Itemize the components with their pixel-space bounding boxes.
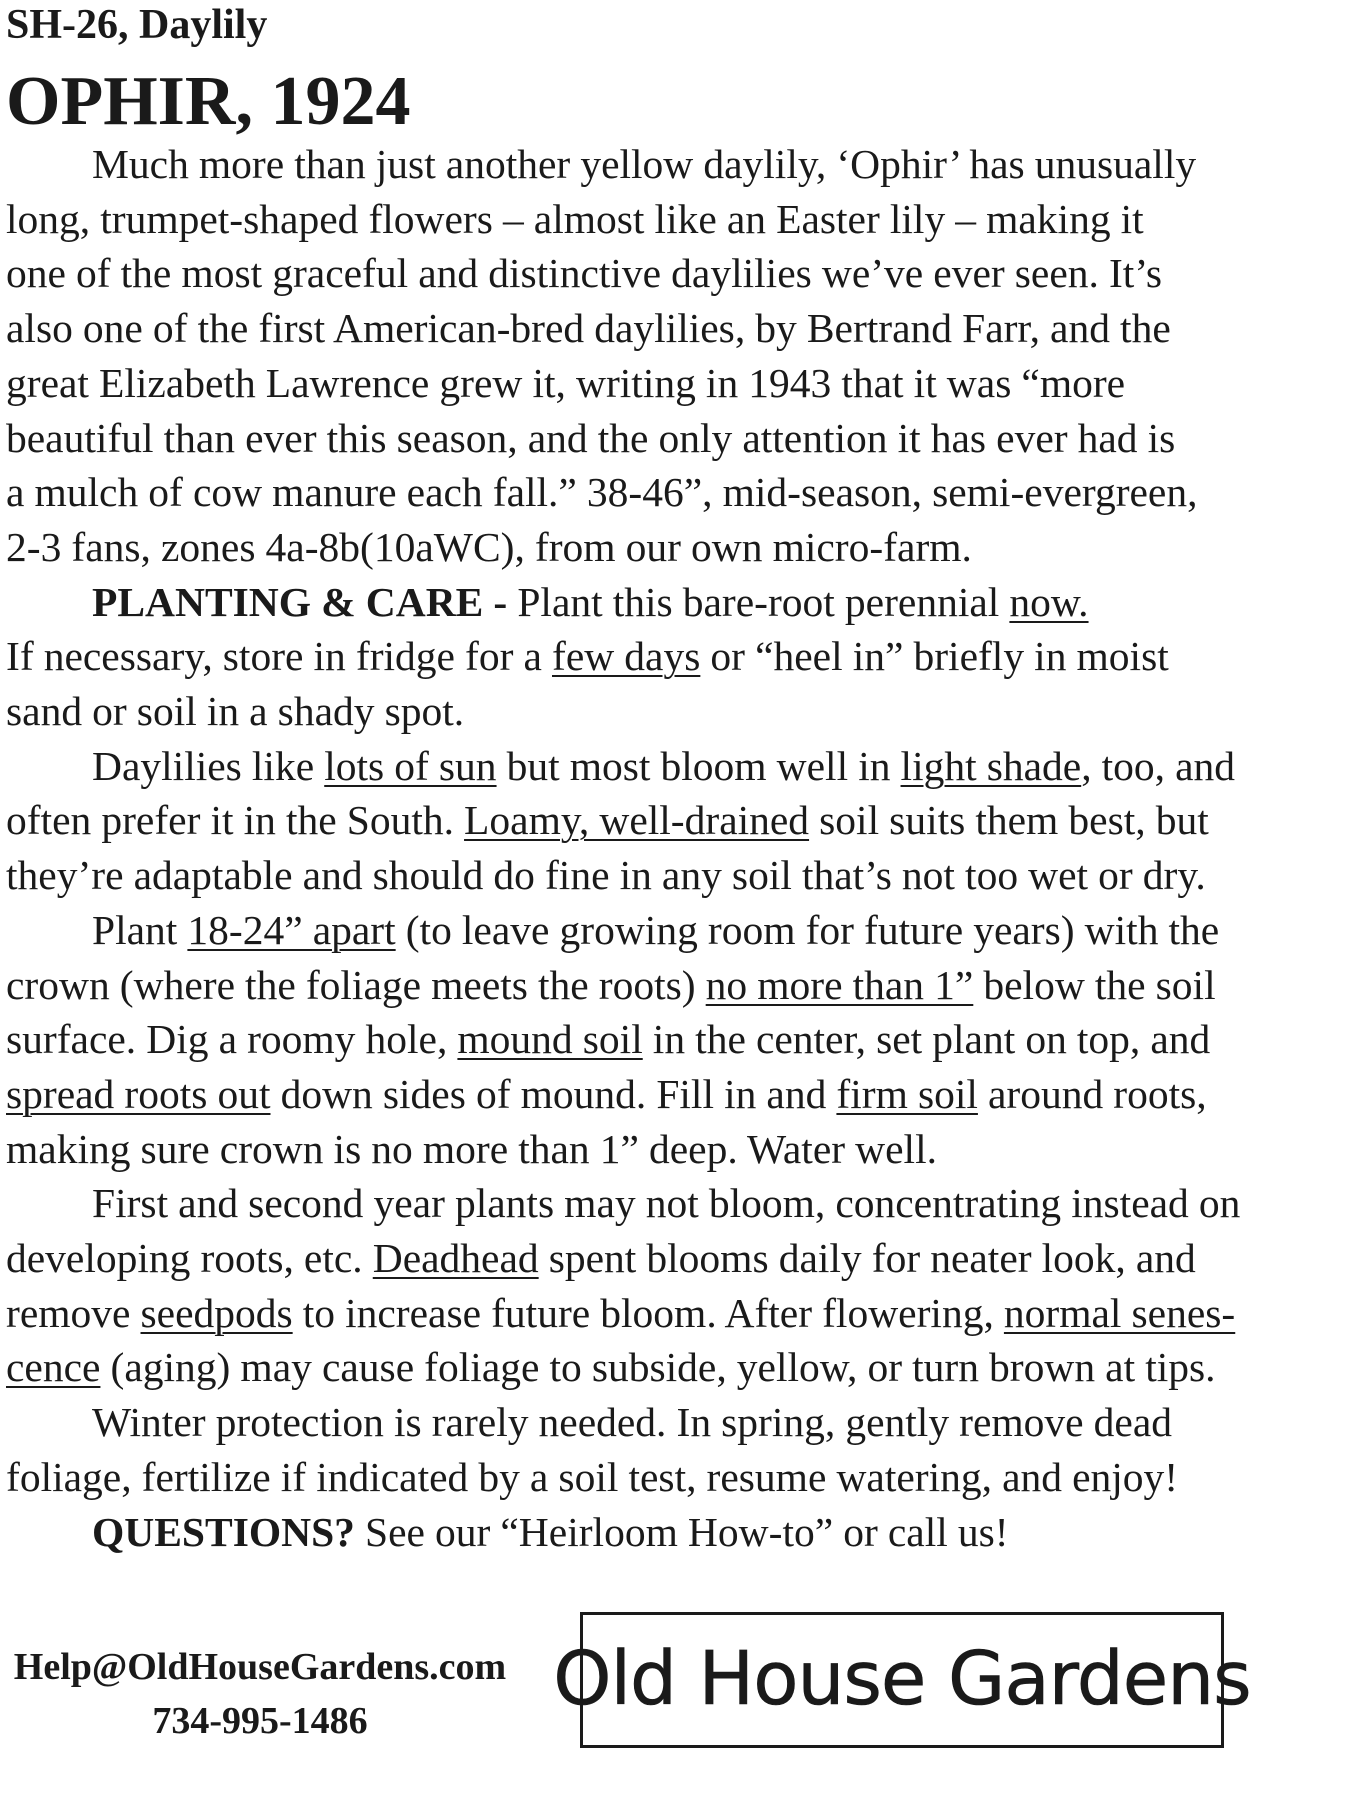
emphasis: 18-24” apart bbox=[187, 906, 396, 953]
text-line: sand or soil in a shady spot. bbox=[6, 688, 465, 735]
email-link[interactable]: Help@OldHouseGardens.com bbox=[13, 1646, 507, 1688]
emphasis: no more than 1” bbox=[705, 961, 974, 1008]
emphasis: spread roots out bbox=[6, 1070, 271, 1117]
text-line: beautiful than ever this season, and the only attention it has ever had is bbox=[6, 414, 1176, 461]
text-line: one of the most graceful and distinctive daylilies we’ve ever seen. It’s bbox=[6, 250, 1163, 297]
text-line: a mulch of cow manure each fall.” 38-46”, mid-season, semi-evergreen, bbox=[6, 469, 1198, 516]
text-line: surface. Dig a roomy hole, mound soil in the center, set plant on top, and bbox=[6, 1016, 1211, 1063]
emphasis: firm soil bbox=[836, 1070, 978, 1117]
emphasis: Loamy, well-drained bbox=[464, 797, 810, 844]
text-line: they’re adaptable and should do fine in any soil that’s not too wet or dry. bbox=[6, 852, 1206, 899]
emphasis: now. bbox=[1009, 578, 1089, 625]
brand-logo bbox=[553, 1612, 1251, 1748]
emphasis: few days bbox=[552, 633, 701, 680]
text-line: QUESTIONS? See our “Heirloom How-to” or call us! bbox=[92, 1508, 1009, 1555]
brand-logo-text: Old House Gardens bbox=[553, 1636, 1251, 1722]
text-line: remove seedpods to increase future bloom. After flowering, normal senes- bbox=[6, 1289, 1236, 1336]
emphasis: light shade bbox=[900, 742, 1082, 789]
emphasis: seedpods bbox=[140, 1289, 293, 1336]
text-line: First and second year plants may not bloom, concentrating instead on bbox=[92, 1180, 1241, 1227]
product-code: SH-26, Daylily bbox=[6, 2, 268, 48]
brand-logo-mark bbox=[553, 1620, 1251, 1740]
text-line: Much more than just another yellow daylily, ‘Ophir’ has unusually bbox=[92, 141, 1197, 187]
emphasis: lots of sun bbox=[324, 742, 497, 789]
emphasis: normal senes- bbox=[1003, 1289, 1236, 1336]
text-line: If necessary, store in fridge for a few days or “heel in” briefly in moist bbox=[6, 633, 1169, 680]
text-line: Plant 18-24” apart (to leave growing room for future years) with the bbox=[92, 906, 1220, 953]
text-line: PLANTING & CARE - Plant this bare-root perennial now. bbox=[92, 578, 1089, 625]
text-line: great Elizabeth Lawrence grew it, writing in 1943 that it was “more bbox=[6, 359, 1126, 406]
phone-number: 734-995-1486 bbox=[152, 1700, 368, 1742]
text-line: foliage, fertilize if indicated by a soil test, resume watering, and enjoy! bbox=[6, 1453, 1179, 1500]
emphasis: cence bbox=[6, 1344, 101, 1391]
text-line: Winter protection is rarely needed. In spring, gently remove dead bbox=[92, 1399, 1173, 1446]
text-line: also one of the first American-bred daylilies, by Bertrand Farr, and the bbox=[6, 305, 1171, 352]
text-line: 2-3 fans, zones 4a-8b(10aWC), from our own micro-farm. bbox=[6, 523, 972, 570]
emphasis: Deadhead bbox=[372, 1235, 539, 1282]
text-line: cence (aging) may cause foliage to subside, yellow, or turn brown at tips. bbox=[6, 1344, 1216, 1391]
text-line: Daylilies like lots of sun but most bloom well in light shade, too, and bbox=[92, 742, 1236, 789]
text-line: developing roots, etc. Deadhead spent blooms daily for neater look, and bbox=[6, 1235, 1196, 1282]
body-text bbox=[6, 137, 1346, 1559]
text-line: making sure crown is no more than 1” deep. Water well. bbox=[6, 1125, 937, 1172]
section-heading-planting: PLANTING & CARE - bbox=[92, 578, 508, 625]
contact-block bbox=[0, 1640, 520, 1748]
section-heading-questions: QUESTIONS? bbox=[92, 1508, 355, 1555]
variety-title: OPHIR, 1924 bbox=[6, 63, 411, 140]
text-line: spread roots out down sides of mound. Fill in and firm soil around roots, bbox=[6, 1070, 1207, 1117]
text-line: often prefer it in the South. Loamy, well-drained soil suits them best, but bbox=[6, 797, 1209, 844]
text-line: long, trumpet-shaped flowers – almost like an Easter lily – making it bbox=[6, 195, 1144, 242]
emphasis: mound soil bbox=[457, 1016, 643, 1063]
text-line: crown (where the foliage meets the roots) no more than 1” below the soil bbox=[6, 961, 1216, 1008]
